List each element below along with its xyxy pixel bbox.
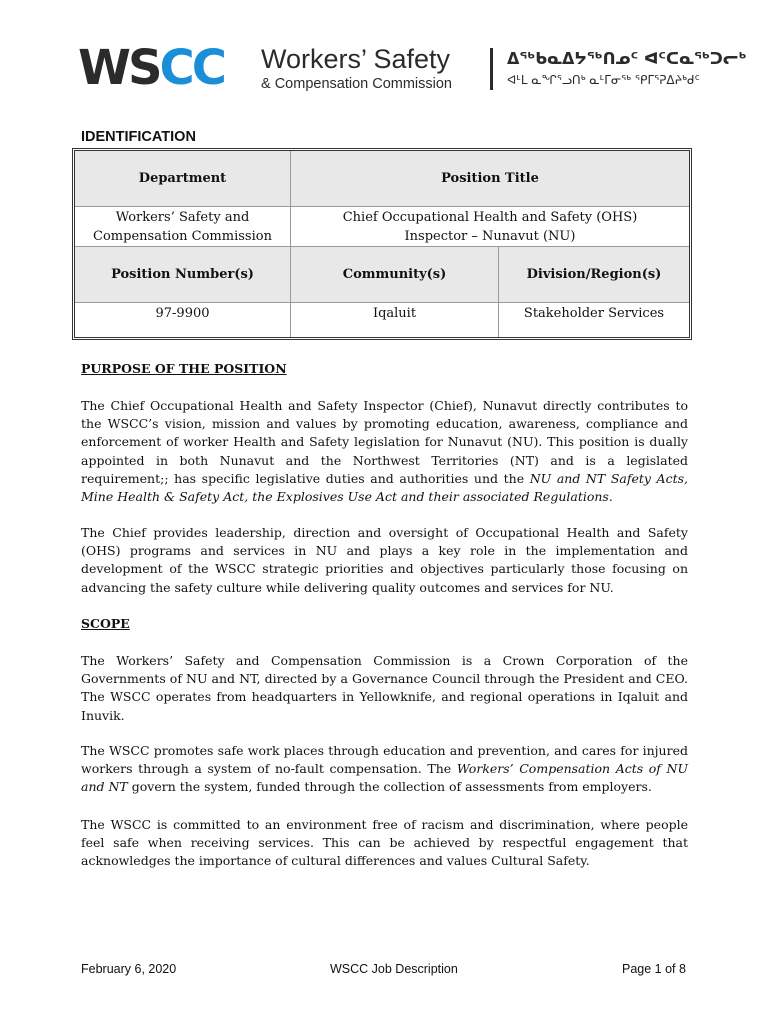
logo-mark: [78, 40, 224, 96]
purpose-p1-italic: NU and NT Safety Acts, Mine Health & Safety Act, the Explosives Use Act and their associated Regulations.: [81, 470, 688, 505]
footer-date: February 6, 2020: [81, 962, 177, 976]
scope-heading: SCOPE: [81, 616, 130, 631]
purpose-p1-text: The Chief Occupational Health and Safety Inspector (Chief), Nunavut directly contributes to the WSCC’s vision, mission and values by promoting education, awareness, compliance and enforcement of worker Health and Safety legislation for Nunavut (NU). This position is dually appointed in both Nunavut and the Northwest Territories (NT) and is a legislated requirement;; has specific legislative duties and authorities und the: [81, 398, 688, 486]
logo-divider: [490, 48, 493, 90]
purpose-paragraph-1: [81, 397, 688, 506]
scope-p2-pre: The WSCC promotes safe work places through education and prevention, and cares for injured workers through a system of no-fault compensation. The: [81, 743, 688, 777]
identification-table: [72, 148, 692, 340]
scope-paragraph-2: [81, 742, 688, 797]
scope-paragraph-3: The WSCC is committed to an environment free of racism and discrimination, where people feel safe when receiving services. This can be achieved by respectful engagement that acknowledges the importance of cultural differences and values Cultural Safety.: [81, 817, 688, 869]
footer-page-number: Page 1 of 8: [622, 962, 686, 976]
syllabics-line1: ᐃᖅᑲᓇᐃᔭᖅᑎᓄᑦ ᐊᑦᑕᓇᖅᑐᓕᒃ: [507, 49, 747, 68]
scope-paragraph-1: The Workers’ Safety and Compensation Commission is a Crown Corporation of the Governments of NU and NT, directed by a Governance Council through the President and CEO. The WSCC operates from headquarters in Yellowknife, and regional operations in Iqaluit and Inuvik.: [81, 653, 688, 723]
position-title-value: Chief Occupational Health and Safety (OHS) Inspector – Nunavut (NU): [291, 207, 689, 247]
division-value: Stakeholder Services: [523, 306, 665, 321]
logo-mark-ws: WS: [78, 40, 160, 96]
scope-p2-italic: Workers’ Compensation Acts of NU and NT: [81, 761, 688, 795]
org-name-line1: Workers’ Safety: [261, 44, 451, 74]
scope-p2-post: govern the system, funded through the collection of assessments from employers.: [127, 779, 652, 795]
position-number-label: Position Number(s): [75, 247, 291, 303]
logo-mark-cc: CC: [159, 40, 224, 96]
organization-name: [261, 44, 471, 93]
purpose-heading: PURPOSE OF THE POSITION: [81, 361, 287, 376]
position-title-label: Position Title: [291, 151, 689, 207]
syllabics-line2: ᐊᒻᒪ ᓇᖏᕐᓗᑎᒃ ᓇᒻᒥᓂᖅ ᕿᒥᕐᕈᐃᔨᒃᑯᑦ: [507, 73, 700, 87]
community-label: Community(s): [291, 247, 499, 303]
identification-title: IDENTIFICATION: [81, 129, 196, 145]
division-label: Division/Region(s): [499, 247, 689, 303]
syllabics-name: [507, 48, 747, 90]
department-label: Department: [75, 151, 291, 207]
footer-doc-type: WSCC Job Description: [330, 962, 458, 976]
department-value: Workers’ Safety and Compensation Commission: [75, 207, 291, 247]
community-value: Iqaluit: [291, 303, 499, 337]
purpose-paragraph-2: The Chief provides leadership, direction and oversight of Occupational Health and Safety (OHS) programs and services in NU and plays a key role in the implementation and development of the WSCC strategic priorities and objectives particularly those focusing on advancing the safety culture while delivering quality outcomes and services for NU.: [81, 525, 688, 595]
position-number-value: 97-9900: [75, 303, 291, 337]
org-name-line2: & Compensation Commission: [261, 76, 452, 92]
